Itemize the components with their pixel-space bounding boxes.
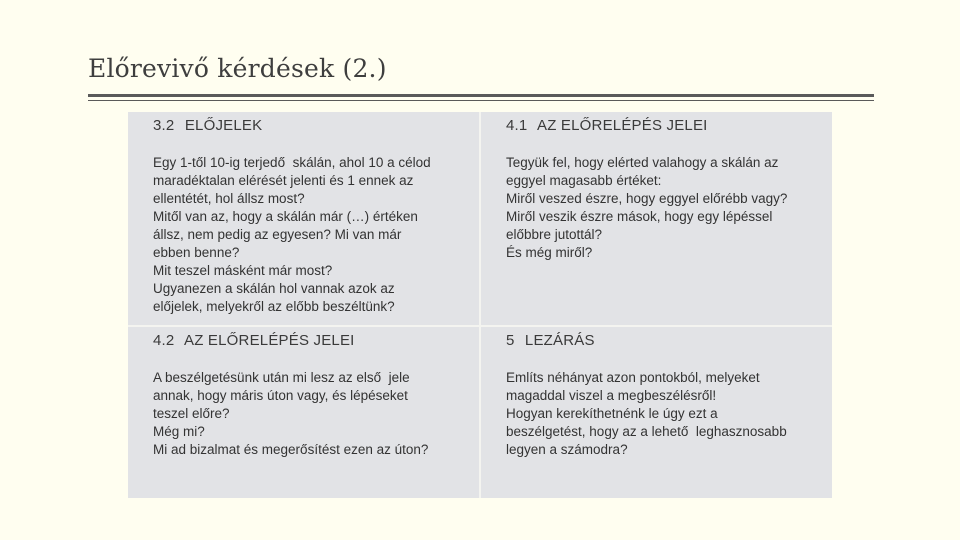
cell-text-line: ellentétét, hol állsz most? — [153, 191, 305, 206]
cell-heading-text: AZ ELŐRELÉPÉS JELEI — [184, 332, 355, 349]
cell-text-line: annak, hogy máris úton vagy, és lépéseket — [153, 388, 408, 403]
cell-text-line: előjelek, melyekről az előbb beszéltünk? — [153, 299, 395, 314]
cell-text-line: És még miről? — [506, 245, 593, 260]
cell-text-line: legyen a számodra? — [506, 442, 628, 457]
cell-text-line: Hogyan kerekíthetnénk le úgy ezt a — [506, 406, 718, 421]
cell-text-line: előbbre jutottál? — [506, 227, 603, 242]
cell-heading-text: AZ ELŐRELÉPÉS JELEI — [537, 117, 708, 134]
cell-elojelek — [128, 112, 479, 325]
cell-heading — [506, 116, 820, 136]
cell-text-line: Ugyanezen a skálán hol vannak azok az — [153, 281, 395, 296]
cell-text-line: Egy 1-től 10-ig terjedő skálán, ahol 10 a célod — [153, 155, 431, 170]
cell-text-line: Említs néhányat azon pontokból, melyeket — [506, 370, 760, 385]
cell-heading — [153, 331, 467, 351]
cell-text-line: Tegyük fel, hogy elérted valahogy a skálán az — [506, 155, 779, 170]
cell-elorelepes-jelei-2 — [128, 327, 479, 498]
title-divider-thick — [88, 94, 874, 97]
cell-text-line: Miről veszed észre, hogy eggyel előrébb vagy? — [506, 191, 788, 206]
cell-heading-text: LEZÁRÁS — [524, 332, 595, 349]
cell-text-line: magaddal viszel a megbeszélésről! — [506, 388, 717, 403]
cell-text-line: Mitől van az, hogy a skálán már (…) értéken — [153, 209, 418, 224]
cell-text-line: A beszélgetésünk után mi lesz az első jele — [153, 370, 410, 385]
cell-heading-text: ELŐJELEK — [184, 117, 263, 134]
cell-text-line: teszel előre? — [153, 406, 230, 421]
cell-text-line: Mi ad bizalmat és megerősítést ezen az úton? — [153, 442, 429, 457]
cell-text-line: eggyel magasabb értéket: — [506, 173, 662, 188]
cell-text-line: Miről veszik észre mások, hogy egy lépéssel — [506, 209, 773, 224]
cell-text-line: ebben benne? — [153, 245, 240, 260]
cell-heading — [153, 116, 467, 136]
cell-text-line: Mit teszel másként már most? — [153, 263, 333, 278]
cell-text-line: maradéktalan elérését jelenti és 1 ennek az — [153, 173, 414, 188]
cell-text-line: Még mi? — [153, 424, 205, 439]
title-divider-thin — [88, 100, 874, 101]
cell-elorelepes-jelei-1 — [481, 112, 832, 325]
cell-text-line: állsz, nem pedig az egyesen? Mi van már — [153, 227, 402, 242]
cell-lezaras — [481, 327, 832, 498]
cell-number: 3.2 — [153, 117, 175, 134]
cell-number: 5 — [506, 332, 515, 349]
cell-number: 4.2 — [153, 332, 175, 349]
cell-heading — [506, 331, 820, 351]
slide-title: Előrevivő kérdések (2.) — [88, 54, 387, 83]
cell-number: 4.1 — [506, 117, 528, 134]
question-grid — [128, 112, 832, 498]
cell-text-line: beszélgetést, hogy az a lehető leghasznosabb — [506, 424, 787, 439]
